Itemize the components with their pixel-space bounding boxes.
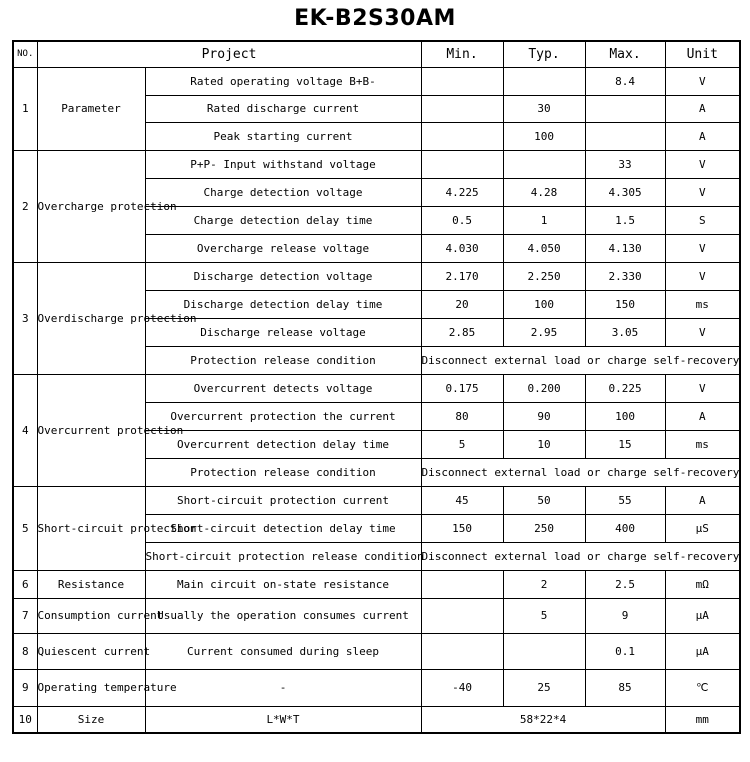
item-name: Current consumed during sleep <box>145 633 421 669</box>
group-number: 7 <box>13 598 37 633</box>
item-name: Protection release condition <box>145 458 421 486</box>
max-value: 150 <box>585 290 665 318</box>
unit-value: V <box>665 150 740 178</box>
item-name: Rated discharge current <box>145 95 421 122</box>
item-name: Short-circuit protection current <box>145 486 421 514</box>
spec-table <box>12 40 741 734</box>
header-min: Min. <box>421 41 503 67</box>
group-number: 1 <box>13 67 37 150</box>
header-project: Project <box>37 41 421 67</box>
item-name: Rated operating voltage B+B- <box>145 67 421 95</box>
min-value: 20 <box>421 290 503 318</box>
unit-value: μS <box>665 514 740 542</box>
typ-value: 50 <box>503 486 585 514</box>
unit-value: mΩ <box>665 570 740 598</box>
min-value: 4.225 <box>421 178 503 206</box>
typ-value <box>503 150 585 178</box>
min-value <box>421 122 503 150</box>
item-name: Discharge detection voltage <box>145 262 421 290</box>
size-value: 58*22*4 <box>421 706 665 733</box>
item-name: Charge detection voltage <box>145 178 421 206</box>
group-name: Overcharge protection <box>37 150 145 262</box>
group-number: 2 <box>13 150 37 262</box>
group-name: Quiescent current <box>37 633 145 669</box>
max-value: 100 <box>585 402 665 430</box>
unit-value: ms <box>665 290 740 318</box>
header-unit: Unit <box>665 41 740 67</box>
table-row <box>13 633 740 669</box>
min-value: 80 <box>421 402 503 430</box>
group-name: Parameter <box>37 67 145 150</box>
item-name: Overcharge release voltage <box>145 234 421 262</box>
typ-value: 4.050 <box>503 234 585 262</box>
item-name: Main circuit on-state resistance <box>145 570 421 598</box>
group-name: Overcurrent protection <box>37 374 145 486</box>
typ-value: 2 <box>503 570 585 598</box>
item-name: Discharge release voltage <box>145 318 421 346</box>
min-value: 4.030 <box>421 234 503 262</box>
max-value: 0.225 <box>585 374 665 402</box>
typ-value: 2.95 <box>503 318 585 346</box>
typ-value: 1 <box>503 206 585 234</box>
group-number: 8 <box>13 633 37 669</box>
group-number: 9 <box>13 669 37 706</box>
table-row <box>13 598 740 633</box>
max-value: 0.1 <box>585 633 665 669</box>
max-value: 3.05 <box>585 318 665 346</box>
max-value: 33 <box>585 150 665 178</box>
group-name: Consumption current <box>37 598 145 633</box>
min-value: 5 <box>421 430 503 458</box>
item-name: Overcurrent detects voltage <box>145 374 421 402</box>
header-no: NO. <box>13 41 37 67</box>
min-value: 0.175 <box>421 374 503 402</box>
item-name: Overcurrent protection the current <box>145 402 421 430</box>
item-name: Overcurrent detection delay time <box>145 430 421 458</box>
unit-value: V <box>665 374 740 402</box>
max-value: 8.4 <box>585 67 665 95</box>
unit-value: ℃ <box>665 669 740 706</box>
typ-value: 2.250 <box>503 262 585 290</box>
group-number: 3 <box>13 262 37 374</box>
max-value: 55 <box>585 486 665 514</box>
typ-value: 4.28 <box>503 178 585 206</box>
item-name: Short-circuit detection delay time <box>145 514 421 542</box>
release-condition: Disconnect external load or charge self-recovery <box>421 346 740 374</box>
max-value: 15 <box>585 430 665 458</box>
unit-value: A <box>665 95 740 122</box>
min-value: 2.170 <box>421 262 503 290</box>
min-value: 150 <box>421 514 503 542</box>
unit-value: A <box>665 402 740 430</box>
item-name: Charge detection delay time <box>145 206 421 234</box>
item-name: Protection release condition <box>145 346 421 374</box>
max-value: 85 <box>585 669 665 706</box>
typ-value: 100 <box>503 122 585 150</box>
group-number: 6 <box>13 570 37 598</box>
release-condition: Disconnect external load or charge self-recovery <box>421 542 740 570</box>
item-name: - <box>145 669 421 706</box>
min-value <box>421 598 503 633</box>
max-value: 1.5 <box>585 206 665 234</box>
header-row <box>13 41 740 67</box>
table-row <box>13 706 740 733</box>
typ-value <box>503 633 585 669</box>
table-row <box>13 570 740 598</box>
typ-value: 10 <box>503 430 585 458</box>
typ-value <box>503 67 585 95</box>
max-value: 400 <box>585 514 665 542</box>
unit-value: mm <box>665 706 740 733</box>
typ-value: 250 <box>503 514 585 542</box>
unit-value: V <box>665 318 740 346</box>
min-value <box>421 95 503 122</box>
header-typ: Typ. <box>503 41 585 67</box>
group-name: Size <box>37 706 145 733</box>
min-value <box>421 67 503 95</box>
unit-value: V <box>665 178 740 206</box>
unit-value: ms <box>665 430 740 458</box>
item-name: L*W*T <box>145 706 421 733</box>
typ-value: 25 <box>503 669 585 706</box>
item-name: P+P- Input withstand voltage <box>145 150 421 178</box>
typ-value: 100 <box>503 290 585 318</box>
min-value: 0.5 <box>421 206 503 234</box>
max-value: 4.305 <box>585 178 665 206</box>
unit-value: S <box>665 206 740 234</box>
item-name: Short-circuit protection release condition <box>145 542 421 570</box>
header-max: Max. <box>585 41 665 67</box>
unit-value: A <box>665 486 740 514</box>
group-name: Operating temperature <box>37 669 145 706</box>
group-number: 10 <box>13 706 37 733</box>
table-row <box>13 486 740 514</box>
max-value <box>585 95 665 122</box>
release-condition: Disconnect external load or charge self-recovery <box>421 458 740 486</box>
min-value <box>421 150 503 178</box>
min-value: -40 <box>421 669 503 706</box>
table-row <box>13 150 740 178</box>
table-row <box>13 374 740 402</box>
typ-value: 0.200 <box>503 374 585 402</box>
document-title: EK-B2S30AM <box>294 6 456 31</box>
item-name: Discharge detection delay time <box>145 290 421 318</box>
unit-value: μA <box>665 598 740 633</box>
group-number: 5 <box>13 486 37 570</box>
unit-value: A <box>665 122 740 150</box>
unit-value: V <box>665 234 740 262</box>
group-name: Resistance <box>37 570 145 598</box>
min-value: 2.85 <box>421 318 503 346</box>
typ-value: 30 <box>503 95 585 122</box>
table-row <box>13 262 740 290</box>
max-value: 9 <box>585 598 665 633</box>
group-name: Overdischarge protection <box>37 262 145 374</box>
item-name: Peak starting current <box>145 122 421 150</box>
group-name: Short-circuit protection <box>37 486 145 570</box>
typ-value: 90 <box>503 402 585 430</box>
item-name: Usually the operation consumes current <box>145 598 421 633</box>
max-value: 2.330 <box>585 262 665 290</box>
max-value: 2.5 <box>585 570 665 598</box>
typ-value: 5 <box>503 598 585 633</box>
unit-value: V <box>665 67 740 95</box>
group-number: 4 <box>13 374 37 486</box>
max-value: 4.130 <box>585 234 665 262</box>
table-body <box>13 67 740 733</box>
unit-value: μA <box>665 633 740 669</box>
min-value: 45 <box>421 486 503 514</box>
unit-value: V <box>665 262 740 290</box>
table-row <box>13 669 740 706</box>
min-value <box>421 633 503 669</box>
max-value <box>585 122 665 150</box>
min-value <box>421 570 503 598</box>
table-row <box>13 67 740 95</box>
